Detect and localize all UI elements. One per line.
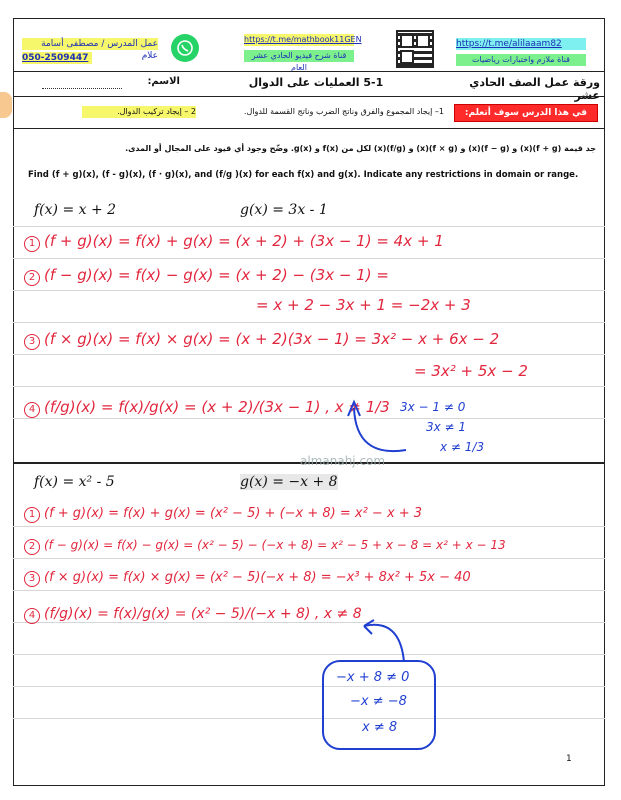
- p2-g-definition: g(x) = −x + 8: [240, 474, 338, 490]
- p2-arrow: [360, 618, 420, 666]
- teacher-label: عمل المدرس / مصطفى أسامة علام: [22, 38, 158, 50]
- lesson-title: 5-1 العمليات على الدوال: [248, 76, 384, 89]
- instruction-english: Find (f + g)(x), (f - g)(x), (f · g)(x), and (f/g )(x) for each f(x) and g(x). Indicate any restrictions in domain or range.: [28, 170, 579, 180]
- whatsapp-icon[interactable]: [171, 34, 199, 62]
- learn-box: في هذا الدرس سوف أتعلم:: [454, 104, 598, 122]
- p2-restriction-2: −x ≠ −8: [350, 694, 407, 709]
- p2-step-1: [24, 506, 422, 523]
- name-field[interactable]: [42, 88, 122, 89]
- step-text: (f × g)(x) = f(x) × g(x) = (x² − 5)(−x + 8) = −x³ + 8x² + 5x − 40: [44, 570, 471, 585]
- p2-restriction-3: x ≠ 8: [362, 720, 398, 735]
- telegram-link-2[interactable]: https://t.me/alilaaam82: [456, 38, 586, 50]
- step-text: (f + g)(x) = f(x) + g(x) = (x + 2) + (3x − 1) = 4x + 1: [44, 232, 444, 250]
- watermark: almanahj.com: [300, 454, 386, 468]
- qr-code-icon: [396, 30, 434, 68]
- p1-f-definition: f(x) = x + 2: [34, 202, 117, 218]
- step-text: (f/g)(x) = f(x)/g(x) = (x + 2)/(3x − 1) , x ≠ 1/3: [44, 398, 390, 416]
- p2-restriction-1: −x + 8 ≠ 0: [336, 670, 410, 685]
- step-text: (f − g)(x) = f(x) − g(x) = (x² − 5) − (−x + 8) = x² − 5 + x − 8 = x² + x − 13: [44, 538, 506, 552]
- objective-1: 1– إيجاد المجموع والفرق وناتج الضرب وناتج القسمة للدوال.: [243, 107, 444, 116]
- p1-step-2-cont: = x + 2 − 3x + 1 = −2x + 3: [256, 296, 471, 314]
- p1-step-3: [24, 330, 499, 350]
- step-text: (f × g)(x) = f(x) × g(x) = (x + 2)(3x − 1) = 3x² − x + 6x − 2: [44, 330, 500, 348]
- p1-step-3-cont: = 3x² + 5x − 2: [414, 362, 528, 380]
- telegram-channel-2[interactable]: قناة ملازم واختبارات رياضيات: [456, 54, 586, 66]
- instruction-arabic: جد قيمة (f + g)(x) و (f − g)(x) و (f × g)(x) و (f/g)(x) لكل من f(x) و g(x). وضّح وجود أي قيود على المجال أو المدى.: [125, 144, 596, 153]
- step-number: 4: [24, 608, 40, 624]
- p2-f-definition: f(x) = x² - 5: [34, 474, 115, 490]
- step-number: 2: [24, 539, 40, 555]
- step-number: 3: [24, 334, 40, 350]
- step-number: 2: [24, 270, 40, 286]
- p1-restriction-3: x ≠ 1/3: [440, 440, 485, 454]
- objective-2: 2 – إيجاد تركيب الدوال.: [82, 106, 196, 118]
- p1-step-4: [24, 398, 390, 418]
- step-number: 1: [24, 507, 40, 523]
- p2-step-2: [24, 538, 506, 555]
- p1-restriction-2: 3x ≠ 1: [426, 420, 467, 434]
- name-label: الاسم:: [147, 76, 180, 87]
- telegram-channel-1[interactable]: قناة شرح فيديو الحادي عشر العام: [244, 50, 354, 62]
- p2-step-4: [24, 606, 362, 624]
- phone-number: 050-2509447: [22, 52, 92, 64]
- step-text: (f + g)(x) = f(x) + g(x) = (x² − 5) + (−x + 8) = x² − x + 3: [44, 506, 423, 521]
- step-text: (f − g)(x) = f(x) − g(x) = (x + 2) − (3x − 1) =: [44, 266, 389, 284]
- p2-step-3: [24, 570, 471, 587]
- p1-step-2: [24, 266, 389, 286]
- worksheet-title: ورقة عمل الصف الحادي عشر: [469, 76, 600, 102]
- p1-restriction-1: 3x − 1 ≠ 0: [400, 400, 466, 414]
- p1-g-definition: g(x) = 3x - 1: [240, 202, 328, 218]
- step-number: 1: [24, 236, 40, 252]
- orange-tab-icon: [0, 92, 12, 118]
- step-number: 4: [24, 402, 40, 418]
- step-text: (f/g)(x) = f(x)/g(x) = (x² − 5)/(−x + 8) , x ≠ 8: [44, 606, 362, 622]
- p1-step-1: [24, 232, 444, 252]
- telegram-link-1[interactable]: https://t.me/mathbook11GEN: [244, 35, 362, 44]
- page-number: 1: [566, 754, 572, 764]
- step-number: 3: [24, 571, 40, 587]
